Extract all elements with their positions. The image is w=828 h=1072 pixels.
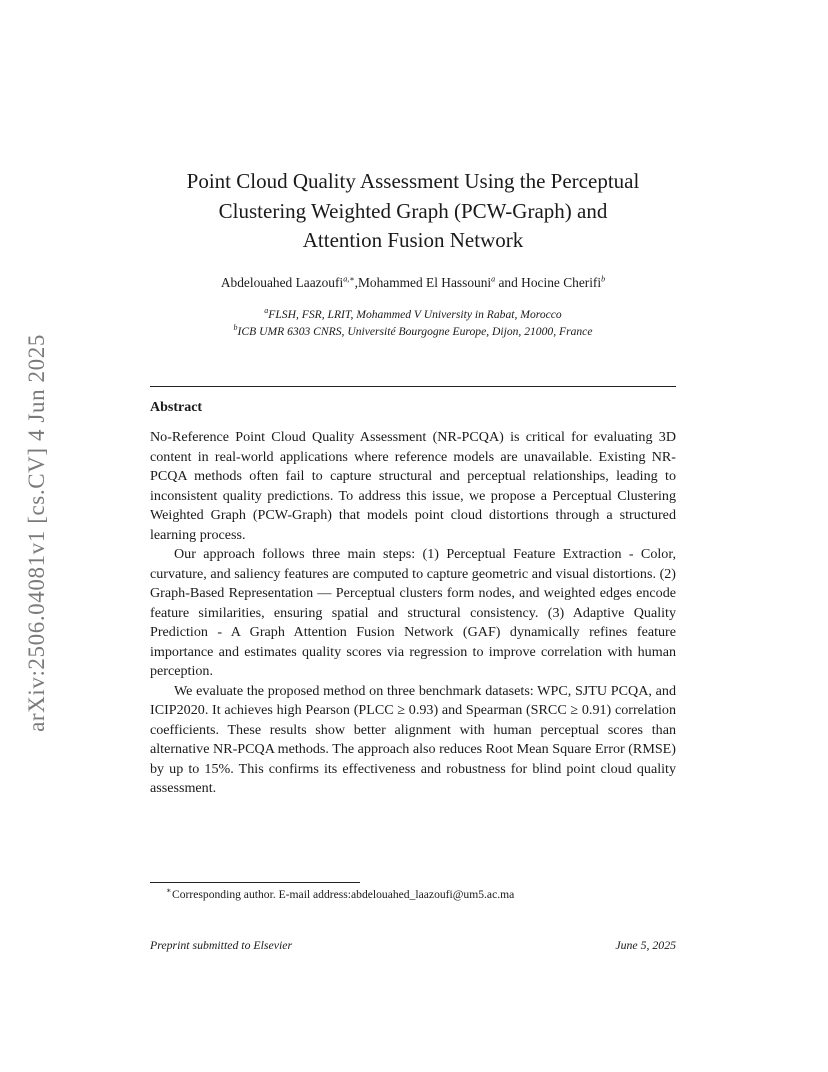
abstract-paragraph: No-Reference Point Cloud Quality Assessment (NR-PCQA) is critical for evaluating 3D content in real-world applications where reference models are unavailable. Existing NR-PCQA methods often fail to capture structural and perceptual relationships, leading to inconsistent quality predictions. To address this issue, we propose a Perceptual Clustering Weighted Graph (PCW-Graph) that models point cloud distortions through a structured learning process. bbox=[150, 429, 676, 543]
abstract-body bbox=[150, 428, 676, 799]
footnote-divider bbox=[150, 882, 360, 883]
author-list bbox=[150, 275, 676, 291]
abstract-paragraph: Our approach follows three main steps: (1) Perceptual Feature Extraction - Color, curvature, and saliency features are computed to capture geometric and visual distortions. (2) Graph-Based Representation — Perceptual clusters form nodes, and weighted edges encode feature similarities, ensuring spatial and structural consistency. (3) Adaptive Quality Prediction - A Graph Attention Fusion Network (GAF) dynamically refines feature importance and estimates quality scores via regression to improve correlation with human perception. bbox=[150, 546, 676, 679]
affiliation-text: ICB UMR 6303 CNRS, Université Bourgogne Europe, Dijon, 21000, France bbox=[237, 325, 593, 338]
corresponding-author-footnote bbox=[166, 886, 515, 901]
affiliation-mark: b bbox=[233, 323, 238, 333]
footnote-text: Corresponding author. E-mail address:abdelouahed_laazoufi@um5.ac.ma bbox=[172, 888, 515, 901]
author-separator: , bbox=[354, 275, 358, 290]
title-line: Attention Fusion Network bbox=[302, 228, 524, 252]
affiliation-item bbox=[150, 306, 676, 323]
affiliation-mark: a bbox=[264, 306, 269, 316]
author-separator: and bbox=[495, 275, 522, 290]
author-name: Mohammed El Hassouni bbox=[357, 275, 492, 290]
author-affil-mark: a bbox=[491, 274, 496, 284]
affiliation-list bbox=[150, 306, 676, 340]
arxiv-identifier-stamp: arXiv:2506.04081v1 [cs.CV] 4 Jun 2025 bbox=[24, 334, 49, 732]
paper-title bbox=[150, 167, 676, 256]
abstract-paragraph: We evaluate the proposed method on three benchmark datasets: WPC, SJTU PCQA, and ICIP2020. It achieves high Pearson (PLCC ≥ 0.93) and Spearman (SRCC ≥ 0.91) correlation coefficients. These results show better alignment with human perceptual scores than alternative NR-PCQA methods. The approach also reduces Root Mean Square Error (RMSE) by up to 15%. This confirms its effectiveness and robustness for blind point cloud quality assessment. bbox=[150, 682, 676, 796]
title-line: Clustering Weighted Graph (PCW-Graph) and bbox=[218, 198, 608, 223]
author-affil-mark: a,∗ bbox=[343, 274, 355, 284]
affiliation-text: FLSH, FSR, LRIT, Mohammed V University in Rabat, Morocco bbox=[268, 308, 562, 321]
footnote-mark: ∗ bbox=[166, 886, 172, 895]
preprint-note: Preprint submitted to Elsevier bbox=[150, 938, 293, 952]
author-name: Abdelouahed Laazoufi bbox=[220, 275, 344, 290]
preprint-date: June 5, 2025 bbox=[615, 938, 676, 952]
title-line: Point Cloud Quality Assessment Using the Perceptual bbox=[186, 169, 640, 193]
author-affil-mark: b bbox=[601, 274, 606, 284]
author-name: Hocine Cherifi bbox=[521, 275, 602, 290]
abstract-heading: Abstract bbox=[150, 400, 203, 415]
header-divider bbox=[150, 386, 676, 387]
affiliation-item bbox=[150, 323, 676, 340]
